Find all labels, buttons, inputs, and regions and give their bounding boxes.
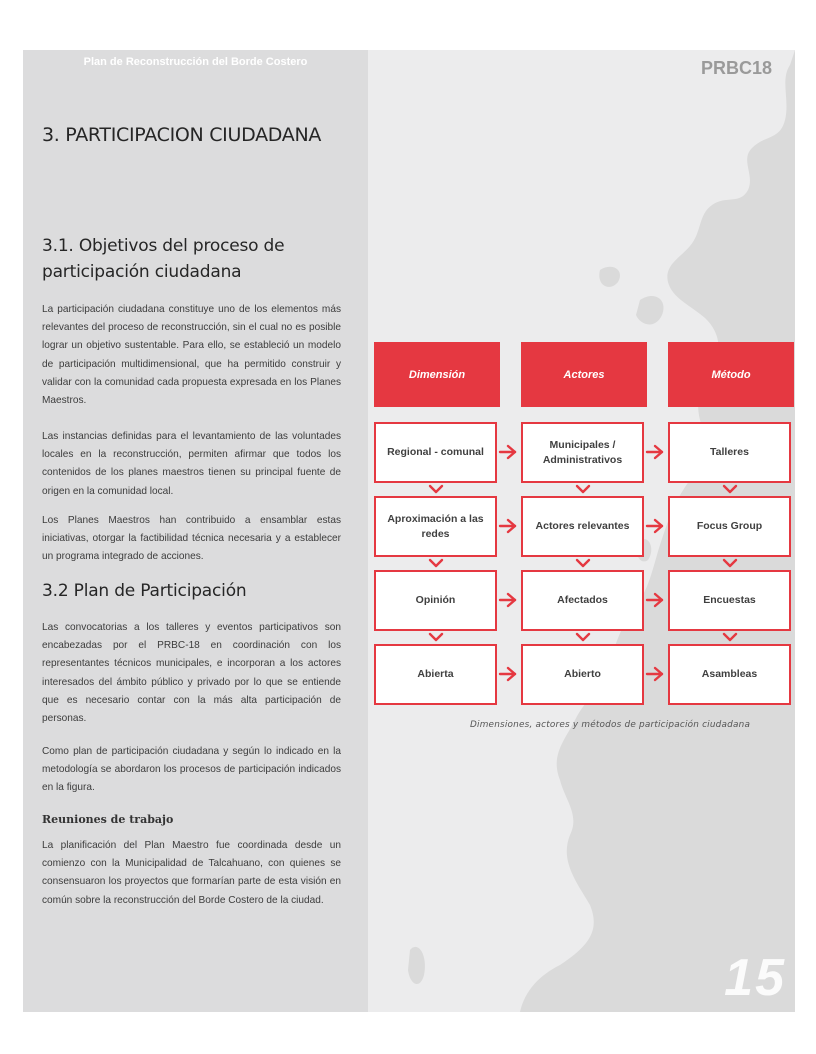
right-arrow-icon: [647, 520, 662, 532]
page-number: 15: [724, 949, 786, 1007]
down-arrow-icon: [430, 634, 442, 640]
metodo-box: Encuestas: [668, 570, 791, 631]
right-arrow-icon: [500, 668, 515, 680]
right-arrow-icon: [500, 594, 515, 606]
down-arrow-icon: [724, 634, 736, 640]
subsection-1-heading: 3.1. Objetivos del proceso de participación ciudadana: [42, 236, 285, 282]
dimension-box: Opinión: [374, 570, 497, 631]
diagram-header-metodo: Método: [668, 342, 794, 407]
right-arrow-icon: [500, 520, 515, 532]
subsection-2-heading: 3.2 Plan de Participación: [42, 581, 247, 601]
paragraph: Como plan de participación ciudadana y según lo indicado en la metodología se abordaron los procesos de participación indicados en la figura.: [42, 746, 341, 794]
right-arrow-icon: [647, 594, 662, 606]
diagram-header-dimension: Dimensión: [374, 342, 500, 407]
paragraph: Las instancias definidas para el levantamiento de las voluntades locales en la reconstrucción, permiten afirmar que todos los contenidos de los planes maestros tienen su principal fuente de origen en la comunidad local.: [42, 431, 341, 497]
diagram-header-actores: Actores: [521, 342, 647, 407]
down-arrow-icon: [577, 486, 589, 492]
section-heading: 3. PARTICIPACION CIUDADANA: [42, 124, 322, 146]
document-header-title: Plan de Reconstrucción del Borde Costero: [83, 56, 308, 68]
down-arrow-icon: [577, 560, 589, 566]
right-arrow-icon: [647, 446, 662, 458]
dimension-box: Aproximación a las redes: [374, 496, 497, 557]
metodo-box: Talleres: [668, 422, 791, 483]
right-arrow-icon: [647, 668, 662, 680]
right-arrow-icon: [500, 446, 515, 458]
actores-box: Afectados: [521, 570, 644, 631]
actores-box: Municipales / Administrativos: [521, 422, 644, 483]
down-arrow-icon: [430, 486, 442, 492]
paragraph: La planificación del Plan Maestro fue coordinada desde un comienzo con la Municipalidad de Talcahuano, con quienes se consensuaron los proyectos que formarían parte de esta visión en común sobre la reconstrucción del Borde Costero de la ciudad.: [42, 840, 341, 906]
document-code: PRBC18: [700, 58, 772, 78]
diagram-caption: Dimensiones, actores y métodos de participación ciudadana: [470, 720, 751, 730]
paragraph: La participación ciudadana constituye uno de los elementos más relevantes del proceso de reconstrucción, sin el cual no es posible lograr un objetivo sustentable. Para ello, se estableció un modelo de participación multidimensional, que ha permitido construir y validar con la comunidad cada propuesta expresada en los Planes Maestros.: [42, 304, 341, 407]
actores-box: Abierto: [521, 644, 644, 705]
down-arrow-icon: [430, 560, 442, 566]
reuniones-heading: Reuniones de trabajo: [42, 813, 174, 826]
metodo-box: Focus Group: [668, 496, 791, 557]
dimension-box: Regional - comunal: [374, 422, 497, 483]
down-arrow-icon: [724, 486, 736, 492]
metodo-box: Asambleas: [668, 644, 791, 705]
dimension-box: Abierta: [374, 644, 497, 705]
paragraph: Las convocatorias a los talleres y eventos participativos son encabezadas por el PRBC-18 en coordinación con los representantes técnicos municipales, e incorporan a los actores interesados del ámbito público y privado por lo que se entiende que es necesario contar con la más alta participación de personas.: [42, 622, 341, 725]
paragraph: Los Planes Maestros han contribuido a ensamblar estas iniciativas, otorgar la factibilidad técnica necesaria y a establecer un programa integrado de acciones.: [42, 515, 341, 563]
actores-box: Actores relevantes: [521, 496, 644, 557]
down-arrow-icon: [577, 634, 589, 640]
down-arrow-icon: [724, 560, 736, 566]
